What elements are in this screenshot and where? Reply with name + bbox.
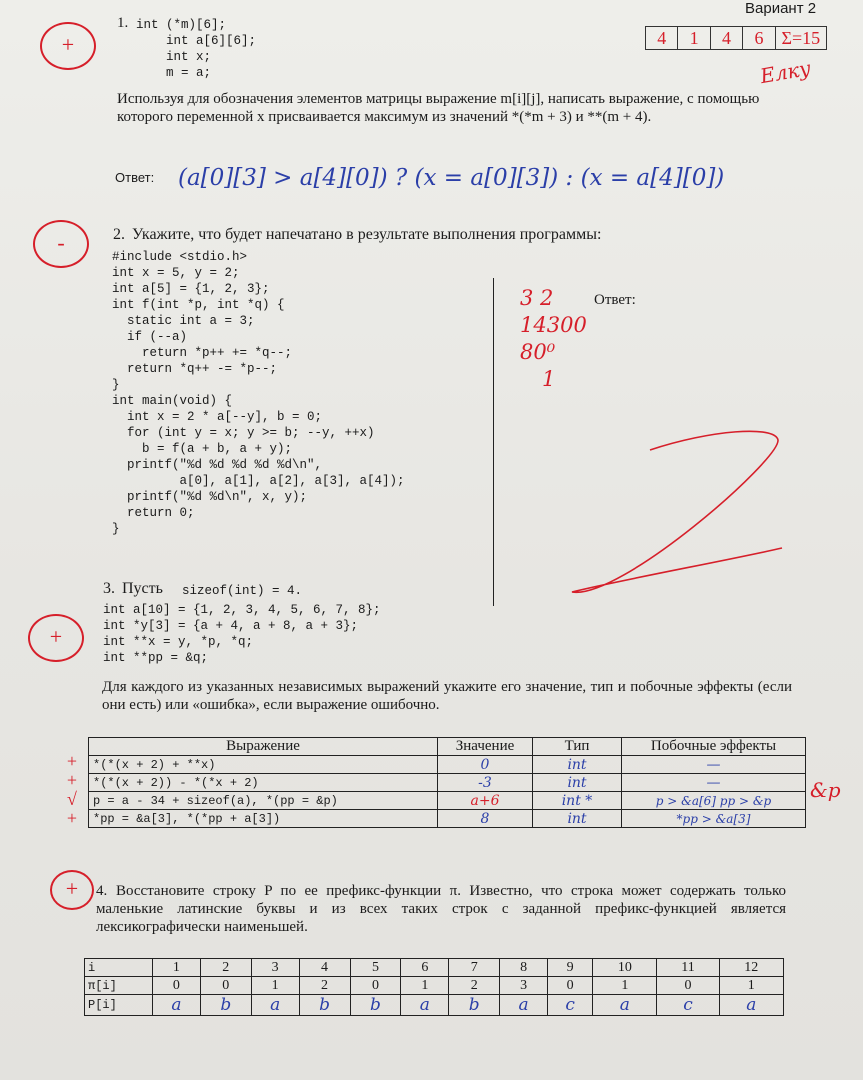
effects-cell: *pp > &a[3] <box>622 810 806 828</box>
q1-text: Используя для обозначения элементов матрицы выражение m[i][j], написать выражение, с помощью которого переменной x присваивается максимум из значений *(*m + 3) и **(m + 4). <box>117 91 760 125</box>
score-box <box>645 26 827 50</box>
table-row-i <box>85 959 784 977</box>
p-cell: a <box>500 995 548 1016</box>
i-cell: 10 <box>593 959 657 977</box>
pi-cell: 1 <box>401 977 449 995</box>
pi-cell: 0 <box>548 977 593 995</box>
q4-number: 4. <box>96 883 108 899</box>
q3-text: Для каждого из указанных независимых выражений укажите его значение, тип и побочные эффекты (если они есть) или «ошибка», если выражение ошибочно. <box>102 679 792 713</box>
row-marks <box>62 752 82 828</box>
score-cell: 4 <box>646 27 678 49</box>
table-row-pi <box>85 977 784 995</box>
expr-cell: *(*(x + 2) + **x) <box>89 756 438 774</box>
q4-text: Восстановите строку P по ее префикс-функции π. Известно, что строка может содержать только маленькие латинские буквы и из всех таких строк с заданной префикс-функцией является лексикографически наименьшей. <box>96 883 786 935</box>
value-cell: 8 <box>438 810 533 828</box>
p-cell: a <box>593 995 657 1016</box>
table-row-p <box>85 995 784 1016</box>
expr-cell: p = a - 34 + sizeof(a), *(pp = &p) <box>89 792 438 810</box>
row-mark: + <box>66 808 78 828</box>
p-cell: a <box>401 995 449 1016</box>
row-label: P[i] <box>85 995 153 1016</box>
q1-number: 1. <box>117 15 129 31</box>
side-note: &p <box>810 778 841 802</box>
q2-text: Укажите, что будет напечатано в результате выполнения программы: <box>132 226 602 243</box>
q4-table <box>84 958 784 1016</box>
q1-answer: (a[0][3] > a[4][0]) ? (x = a[0][3]) : (x = a[4][0]) <box>178 165 725 191</box>
expr-cell: *(*(x + 2)) - *(*x + 2) <box>89 774 438 792</box>
table-row <box>89 774 806 792</box>
table-row <box>89 792 806 810</box>
pi-cell: 2 <box>299 977 350 995</box>
type-cell: int <box>533 810 622 828</box>
expr-cell: *pp = &a[3], *(*pp + a[3]) <box>89 810 438 828</box>
p-cell: c <box>657 995 719 1016</box>
p-cell: a <box>719 995 783 1016</box>
pi-cell: 2 <box>449 977 500 995</box>
answer-divider <box>493 278 494 606</box>
type-cell: int * <box>533 792 622 810</box>
answer-line: 3 2 <box>520 286 554 310</box>
row-label: i <box>85 959 153 977</box>
cancel-z-stroke <box>560 420 790 620</box>
pi-cell: 1 <box>719 977 783 995</box>
q2-number: 2. <box>113 226 125 243</box>
variant-label: Вариант 2 <box>745 0 817 17</box>
i-cell: 6 <box>401 959 449 977</box>
effects-cell: — <box>622 756 806 774</box>
score-total: Σ=15 <box>781 28 821 48</box>
pi-cell: 0 <box>350 977 401 995</box>
score-cell: 4 <box>711 27 743 49</box>
row-mark: + <box>66 751 78 771</box>
i-cell: 1 <box>153 959 201 977</box>
score-cell: 6 <box>743 27 775 49</box>
type-cell: int <box>533 756 622 774</box>
row-label: π[i] <box>85 977 153 995</box>
answer-line: 1 <box>542 367 556 391</box>
i-cell: 3 <box>251 959 299 977</box>
q3-number: 3. <box>103 580 115 597</box>
score-cell: 1 <box>678 27 710 49</box>
i-cell: 9 <box>548 959 593 977</box>
q2-answer-label: Ответ: <box>594 292 636 308</box>
q1-answer-label: Ответ: <box>115 170 155 185</box>
col-header: Значение <box>438 738 533 756</box>
pi-cell: 1 <box>251 977 299 995</box>
p-cell: b <box>449 995 500 1016</box>
p-cell: b <box>299 995 350 1016</box>
pi-cell: 3 <box>500 977 548 995</box>
p-cell: c <box>548 995 593 1016</box>
i-cell: 4 <box>299 959 350 977</box>
pi-cell: 0 <box>200 977 251 995</box>
grade-mark-1: + <box>40 22 96 70</box>
q3-code: int a[10] = {1, 2, 3, 4, 5, 6, 7, 8}; int *y[3] = {a + 4, a + 8, a + 3}; int **x = y, *p, *q; int **pp = &q; <box>103 603 381 665</box>
table-row <box>89 810 806 828</box>
q2-code: #include <stdio.h> int x = 5, y = 2; int a[5] = {1, 2, 3}; int f(int *p, int *q) { static int a = 3; if (--a) return *p++ += *q--; return *q++ -= *p--; } int main(void) { int x = 2 * a[--y], b = 0; for (int y = x; y >= b; --y, ++x) b = f(a + b, a + y); printf("%d %d %d %d %d\n", a[0], a[1], a[2], a[3], a[4]); printf("%d %d\n", x, y); return 0; } <box>112 250 405 536</box>
i-cell: 5 <box>350 959 401 977</box>
effects-cell: — <box>622 774 806 792</box>
effects-cell: p > &a[6] pp > &p <box>622 792 806 810</box>
col-header: Тип <box>533 738 622 756</box>
q3-intro: Пусть <box>122 580 163 597</box>
table-row <box>89 756 806 774</box>
col-header: Выражение <box>89 738 438 756</box>
value-cell: 0 <box>438 756 533 774</box>
q3-sizeof: sizeof(int) = 4. <box>182 584 303 598</box>
q1-code: int (*m)[6]; int a[6][6]; int x; m = a; <box>136 18 257 80</box>
i-cell: 8 <box>500 959 548 977</box>
p-cell: a <box>153 995 201 1016</box>
grade-mark-2: - <box>33 220 89 268</box>
pi-cell: 0 <box>153 977 201 995</box>
value-cell: a+6 <box>438 792 533 810</box>
grade-mark-3: + <box>28 614 84 662</box>
row-mark: + <box>66 770 78 790</box>
value-cell: -3 <box>438 774 533 792</box>
i-cell: 2 <box>200 959 251 977</box>
type-cell: int <box>533 774 622 792</box>
p-cell: b <box>350 995 401 1016</box>
table-header-row <box>89 738 806 756</box>
i-cell: 11 <box>657 959 719 977</box>
col-header: Побочные эффекты <box>622 738 806 756</box>
row-mark: √ <box>67 789 77 809</box>
q3-table <box>88 737 806 828</box>
q2-handwritten-answer <box>520 285 587 393</box>
examiner-signature: Елку <box>758 55 813 89</box>
pi-cell: 1 <box>593 977 657 995</box>
grade-mark-4: + <box>50 870 94 910</box>
answer-line: 80⁰ <box>520 340 556 364</box>
p-cell: b <box>200 995 251 1016</box>
p-cell: a <box>251 995 299 1016</box>
i-cell: 7 <box>449 959 500 977</box>
answer-line: 14300 <box>520 313 587 337</box>
i-cell: 12 <box>719 959 783 977</box>
pi-cell: 0 <box>657 977 719 995</box>
